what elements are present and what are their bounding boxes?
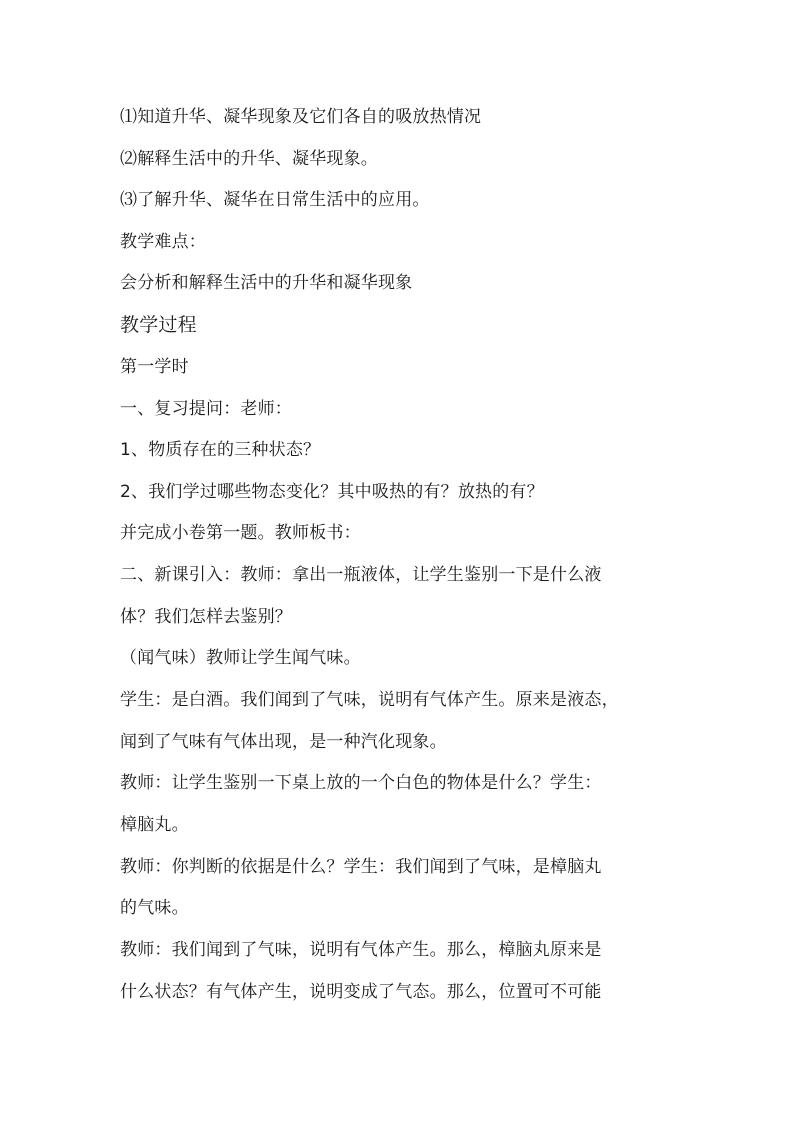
- review-question-1: 1、物质存在的三种状态？: [120, 440, 321, 460]
- intro-paragraph-line-2: 体？我们怎样去鉴别？: [120, 607, 292, 627]
- objective-3: ⑶了解升华、凝华在日常生活中的应用。: [120, 190, 430, 210]
- teacher-state-line-2: 什么状态？有气体产生，说明变成了气态。那么，位置可不可能: [120, 982, 602, 1002]
- student-answer-line-2: 闻到了气味有气体出现，是一种汽化现象。: [120, 732, 447, 752]
- smell-instruction: （闻气味）教师让学生闻气味。: [120, 648, 361, 668]
- teacher-basis-line-1: 教师：你判断的依据是什么？学生：我们闻到了气味，是樟脑丸: [120, 857, 602, 877]
- review-heading: 一、复习提问：老师：: [120, 399, 292, 419]
- student-answer-line-1: 学生：是白酒。我们闻到了气味，说明有气体产生。原来是液态，: [120, 690, 619, 710]
- process-heading: 教学过程: [120, 314, 197, 336]
- teacher-state-line-1: 教师：我们闻到了气味，说明有气体产生。那么，樟脑丸原来是: [120, 940, 602, 960]
- teacher-question-line-1: 教师：让学生鉴别一下桌上放的一个白色的物体是什么？学生：: [120, 773, 602, 793]
- difficulty-heading: 教学难点：: [120, 232, 206, 252]
- review-question-2: 2、我们学过哪些物态变化？其中吸热的有？放热的有？: [120, 482, 544, 502]
- intro-paragraph-line-1: 二、新课引入：教师：拿出一瓶液体，让学生鉴别一下是什么液: [120, 565, 602, 585]
- session-title: 第一学时: [120, 357, 189, 377]
- teacher-question-line-2: 樟脑丸。: [120, 815, 189, 835]
- teacher-basis-line-2: 的气味。: [120, 898, 189, 918]
- review-task: 并完成小卷第一题。教师板书：: [120, 523, 361, 543]
- difficulty-text: 会分析和解释生活中的升华和凝华现象: [120, 273, 413, 293]
- objective-1: ⑴知道升华、凝华现象及它们各自的吸放热情况: [120, 107, 482, 127]
- objective-2: ⑵解释生活中的升华、凝华现象。: [120, 149, 378, 169]
